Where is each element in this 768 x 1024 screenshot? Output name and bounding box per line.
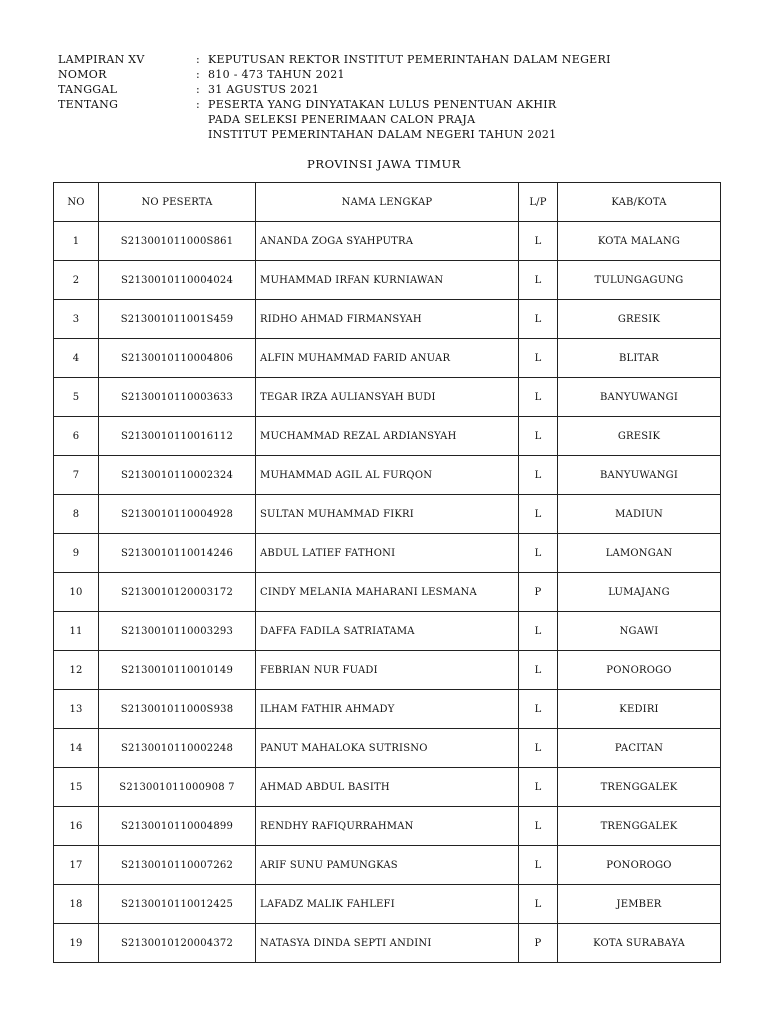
cell-nama-lengkap: LAFADZ MALIK FAHLEFI: [256, 885, 519, 924]
cell-nama-lengkap: ABDUL LATIEF FATHONI: [256, 534, 519, 573]
cell-no: 3: [54, 300, 99, 339]
header-row-nomor: [58, 67, 738, 82]
cell-gender: L: [519, 339, 558, 378]
cell-no-peserta: S2130010110016112: [99, 417, 256, 456]
cell-no-peserta: S2130010110007262: [99, 846, 256, 885]
cell-nama-lengkap: MUHAMMAD AGIL AL FURQON: [256, 456, 519, 495]
cell-kab-kota: TRENGGALEK: [558, 807, 721, 846]
cell-gender: P: [519, 924, 558, 963]
cell-nama-lengkap: ILHAM FATHIR AHMADY: [256, 690, 519, 729]
table-header-row: [54, 183, 721, 222]
cell-gender: L: [519, 768, 558, 807]
cell-no: 17: [54, 846, 99, 885]
cell-no: 15: [54, 768, 99, 807]
table-row: [54, 612, 721, 651]
table-row: [54, 495, 721, 534]
table-row: [54, 534, 721, 573]
table-row: [54, 222, 721, 261]
header-row-tentang: [58, 97, 738, 142]
cell-no: 18: [54, 885, 99, 924]
cell-no-peserta: S213001011001S459: [99, 300, 256, 339]
cell-no: 1: [54, 222, 99, 261]
header-value-line: 810 - 473 TAHUN 2021: [208, 68, 345, 81]
cell-no-peserta: S2130010110004806: [99, 339, 256, 378]
header-no-peserta: NO PESERTA: [99, 183, 256, 222]
cell-nama-lengkap: DAFFA FADILA SATRIATAMA: [256, 612, 519, 651]
cell-kab-kota: TULUNGAGUNG: [558, 261, 721, 300]
cell-no-peserta: S2130010110004928: [99, 495, 256, 534]
cell-kab-kota: BANYUWANGI: [558, 378, 721, 417]
cell-gender: L: [519, 300, 558, 339]
header-value-line: KEPUTUSAN REKTOR INSTITUT PEMERINTAHAN DALAM NEGERI: [208, 53, 611, 66]
cell-gender: L: [519, 495, 558, 534]
header-value-line: 31 AGUSTUS 2021: [208, 83, 320, 96]
cell-kab-kota: GRESIK: [558, 300, 721, 339]
cell-no-peserta: S2130010120004372: [99, 924, 256, 963]
cell-kab-kota: KEDIRI: [558, 690, 721, 729]
header-label: TANGGAL: [58, 83, 118, 96]
cell-no-peserta: S2130010110014246: [99, 534, 256, 573]
header-row-tanggal: [58, 82, 738, 97]
cell-no: 2: [54, 261, 99, 300]
cell-kab-kota: NGAWI: [558, 612, 721, 651]
table-row: [54, 924, 721, 963]
cell-no-peserta: S2130010110003633: [99, 378, 256, 417]
cell-nama-lengkap: TEGAR IRZA AULIANSYAH BUDI: [256, 378, 519, 417]
cell-gender: L: [519, 378, 558, 417]
cell-kab-kota: PACITAN: [558, 729, 721, 768]
cell-gender: L: [519, 612, 558, 651]
cell-nama-lengkap: PANUT MAHALOKA SUTRISNO: [256, 729, 519, 768]
table-row: [54, 417, 721, 456]
cell-kab-kota: LAMONGAN: [558, 534, 721, 573]
cell-kab-kota: GRESIK: [558, 417, 721, 456]
cell-no-peserta: S2130010110003293: [99, 612, 256, 651]
cell-gender: L: [519, 885, 558, 924]
table-row: [54, 885, 721, 924]
cell-no-peserta: S2130010110004024: [99, 261, 256, 300]
cell-no-peserta: S213001011000S938: [99, 690, 256, 729]
cell-gender: L: [519, 222, 558, 261]
cell-no: 13: [54, 690, 99, 729]
table-row: [54, 807, 721, 846]
cell-nama-lengkap: CINDY MELANIA MAHARANI LESMANA: [256, 573, 519, 612]
cell-no: 16: [54, 807, 99, 846]
cell-nama-lengkap: ALFIN MUHAMMAD FARID ANUAR: [256, 339, 519, 378]
cell-gender: L: [519, 261, 558, 300]
cell-gender: L: [519, 846, 558, 885]
cell-no: 19: [54, 924, 99, 963]
cell-gender: L: [519, 807, 558, 846]
cell-gender: P: [519, 573, 558, 612]
header-value: [208, 97, 738, 142]
table-row: [54, 690, 721, 729]
cell-no: 5: [54, 378, 99, 417]
header-value: [208, 67, 738, 82]
cell-nama-lengkap: NATASYA DINDA SEPTI ANDINI: [256, 924, 519, 963]
table-row: [54, 729, 721, 768]
table-row: [54, 573, 721, 612]
header-value: [208, 52, 738, 67]
document-header: [58, 52, 738, 142]
header-colon: :: [196, 98, 201, 111]
header-kab-kota: KAB/KOTA: [558, 183, 721, 222]
header-colon: :: [196, 68, 201, 81]
province-title: PROVINSI JAWA TIMUR: [306, 157, 461, 171]
cell-kab-kota: PONOROGO: [558, 651, 721, 690]
header-value: [208, 82, 738, 97]
cell-nama-lengkap: MUCHAMMAD REZAL ARDIANSYAH: [256, 417, 519, 456]
cell-kab-kota: MADIUN: [558, 495, 721, 534]
table-row: [54, 456, 721, 495]
header-label: TENTANG: [58, 98, 119, 111]
participant-table: [53, 182, 721, 963]
cell-gender: L: [519, 534, 558, 573]
cell-gender: L: [519, 690, 558, 729]
cell-nama-lengkap: ARIF SUNU PAMUNGKAS: [256, 846, 519, 885]
cell-kab-kota: BLITAR: [558, 339, 721, 378]
cell-no: 7: [54, 456, 99, 495]
cell-kab-kota: JEMBER: [558, 885, 721, 924]
header-gender: L/P: [519, 183, 558, 222]
cell-no: 12: [54, 651, 99, 690]
header-value-line: PESERTA YANG DINYATAKAN LULUS PENENTUAN AKHIR: [208, 98, 557, 111]
cell-nama-lengkap: SULTAN MUHAMMAD FIKRI: [256, 495, 519, 534]
cell-no: 10: [54, 573, 99, 612]
cell-no-peserta: S2130010110012425: [99, 885, 256, 924]
cell-no-peserta: S2130010110002248: [99, 729, 256, 768]
cell-gender: L: [519, 651, 558, 690]
cell-nama-lengkap: MUHAMMAD IRFAN KURNIAWAN: [256, 261, 519, 300]
cell-kab-kota: KOTA MALANG: [558, 222, 721, 261]
cell-nama-lengkap: ANANDA ZOGA SYAHPUTRA: [256, 222, 519, 261]
cell-no-peserta: S2130010120003172: [99, 573, 256, 612]
table-row: [54, 339, 721, 378]
cell-no: 11: [54, 612, 99, 651]
table-row: [54, 378, 721, 417]
cell-no: 4: [54, 339, 99, 378]
cell-gender: L: [519, 456, 558, 495]
cell-no-peserta: S2130010110002324: [99, 456, 256, 495]
cell-no-peserta: S213001011000S861: [99, 222, 256, 261]
cell-no-peserta: S2130010110004899: [99, 807, 256, 846]
cell-no: 8: [54, 495, 99, 534]
table-row: [54, 651, 721, 690]
header-label: LAMPIRAN XV: [58, 53, 145, 66]
cell-kab-kota: TRENGGALEK: [558, 768, 721, 807]
table-row: [54, 300, 721, 339]
header-value-line: PADA SELEKSI PENERIMAAN CALON PRAJA: [208, 113, 476, 126]
cell-no-peserta: S213001011000908 7: [99, 768, 256, 807]
header-label: NOMOR: [58, 68, 107, 81]
cell-no: 14: [54, 729, 99, 768]
cell-kab-kota: KOTA SURABAYA: [558, 924, 721, 963]
cell-no-peserta: S2130010110010149: [99, 651, 256, 690]
header-colon: :: [196, 83, 201, 96]
table-row: [54, 768, 721, 807]
cell-no: 6: [54, 417, 99, 456]
cell-kab-kota: LUMAJANG: [558, 573, 721, 612]
cell-nama-lengkap: FEBRIAN NUR FUADI: [256, 651, 519, 690]
cell-gender: L: [519, 417, 558, 456]
header-row-lampiran: [58, 52, 738, 67]
cell-nama-lengkap: AHMAD ABDUL BASITH: [256, 768, 519, 807]
header-colon: :: [196, 53, 201, 66]
header-no: NO: [54, 183, 99, 222]
cell-nama-lengkap: RENDHY RAFIQURRAHMAN: [256, 807, 519, 846]
table-row: [54, 261, 721, 300]
table-row: [54, 846, 721, 885]
header-nama-lengkap: NAMA LENGKAP: [256, 183, 519, 222]
header-value-line: INSTITUT PEMERINTAHAN DALAM NEGERI TAHUN 2021: [208, 128, 557, 141]
cell-kab-kota: PONOROGO: [558, 846, 721, 885]
cell-kab-kota: BANYUWANGI: [558, 456, 721, 495]
cell-nama-lengkap: RIDHO AHMAD FIRMANSYAH: [256, 300, 519, 339]
cell-no: 9: [54, 534, 99, 573]
cell-gender: L: [519, 729, 558, 768]
